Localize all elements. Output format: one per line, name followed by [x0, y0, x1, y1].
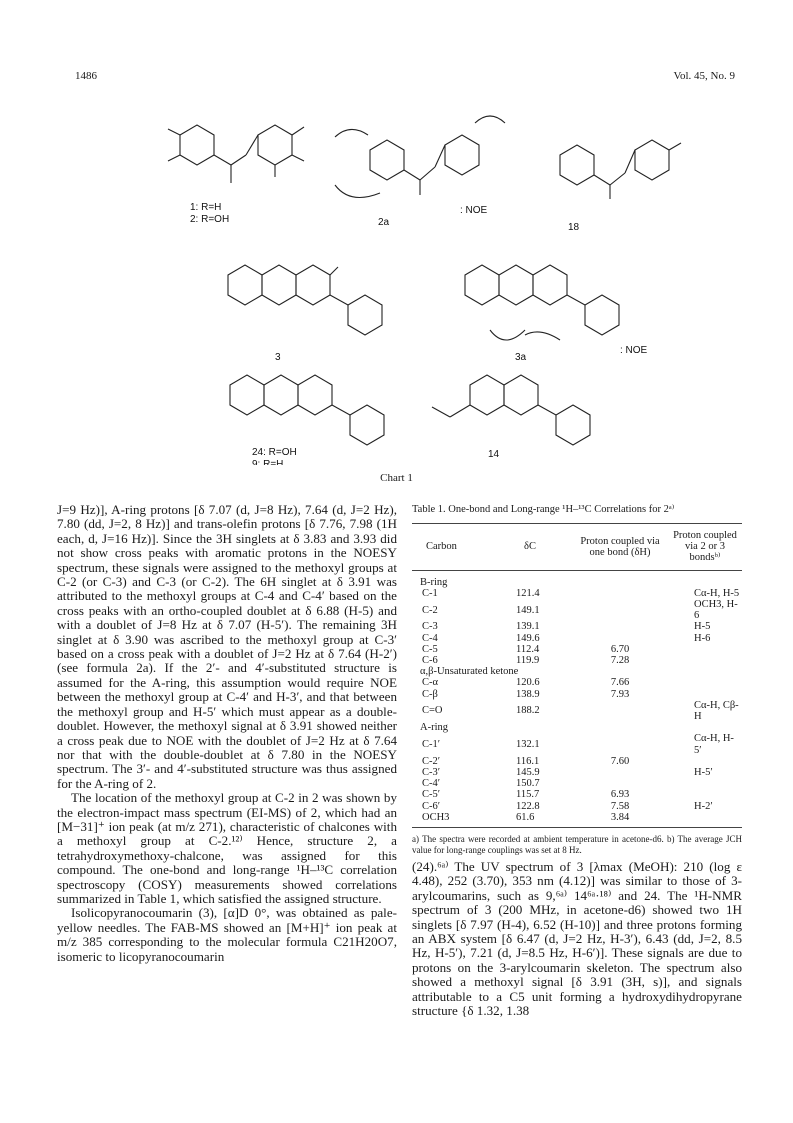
- header-delta-c: δC: [524, 541, 536, 553]
- cell-one-bond: 7.93: [610, 688, 630, 700]
- header-carbon: Carbon: [426, 541, 457, 553]
- cell-long-range: Cα-H, Cβ-H: [694, 699, 739, 723]
- cell-delta-c: 120.6: [516, 677, 540, 689]
- cell-long-range: Cα-H, H-5: [694, 587, 740, 599]
- table-row: [412, 666, 742, 677]
- label-compound-18: 18: [568, 222, 580, 233]
- cell-carbon: C-6: [422, 655, 438, 667]
- table-row: [412, 655, 742, 666]
- page-number: 1486: [75, 70, 97, 82]
- header-one-bond: Proton coupled via one bond (δH): [580, 535, 660, 558]
- table-row: [412, 789, 742, 800]
- cell-carbon: OCH3: [422, 811, 450, 823]
- cell-carbon: C-5′: [422, 789, 441, 801]
- cell-delta-c: 119.9: [516, 655, 540, 667]
- cell-one-bond: 3.84: [610, 811, 630, 823]
- table-row: [412, 812, 742, 828]
- cell-delta-c: 188.2: [516, 705, 540, 717]
- cell-long-range: [668, 812, 742, 828]
- cell-long-range: H-5′: [694, 767, 713, 779]
- cell-carbon: C-6′: [422, 800, 441, 812]
- cell-carbon: C-1: [422, 587, 438, 599]
- table-row: [412, 700, 742, 722]
- structure-2a: [335, 116, 505, 198]
- cell-long-range: [668, 789, 742, 800]
- right-column-table: [412, 503, 742, 856]
- label-compound-2: 2: R=OH: [190, 214, 230, 225]
- table-row: [412, 801, 742, 812]
- cell-one-bond: [572, 599, 668, 621]
- cell-long-range: [668, 644, 742, 655]
- body-paragraph-3: Isolicopyranocoumarin (3), [α]D 0°, was obtained as pale-yellow needles. The FAB-MS showed an [M+H]⁺ ion peak at m/z 385 corresponding to the molecular formula C21H20O7, isomeric to licopyranocoumarin: [57, 905, 397, 964]
- body-paragraph-2: The location of the methoxyl group at C-2 in 2 was shown by the electron-impact mass spectrum (EI-MS) of 2, which had an [M−31]⁺ ion peak (at m/z 271), characteristic of chalcones with a methoxyl group at C-2.¹²⁾ Hence, structure 2, a tetrahydroxymethoxy-chalcone, was assigned for this compound. The one-bond and long-range ¹H–¹³C correlation spectroscopy (COSY) measurements showed correlations summarized in Table 1, which satisfied the assigned structure.: [57, 790, 397, 906]
- cell-delta-c: 61.6: [516, 811, 535, 823]
- cell-long-range: [668, 677, 742, 688]
- cell-one-bond: 7.60: [610, 755, 630, 767]
- cell-carbon: C=O: [422, 705, 443, 717]
- table-row: [412, 677, 742, 688]
- cell-long-range: [668, 778, 742, 789]
- cell-carbon: C-α: [422, 677, 439, 689]
- cell-long-range: H-6: [694, 632, 711, 644]
- cell-carbon: C-β: [422, 688, 438, 700]
- table-row: [412, 767, 742, 778]
- cell-one-bond: 7.28: [610, 655, 630, 667]
- cell-one-bond: [572, 778, 668, 789]
- header-long-range: Proton coupled via 2 or 3 bondsᵇ⁾: [673, 530, 737, 564]
- journal-info: Vol. 45, No. 9: [673, 70, 735, 82]
- label-compound-1: 1: R=H: [190, 202, 222, 213]
- cell-long-range: OCH3, H-6: [694, 599, 738, 622]
- structure-3: [228, 265, 382, 335]
- cell-one-bond: [572, 700, 668, 722]
- table-row: [412, 733, 742, 755]
- table-group-label: B-ring: [420, 576, 448, 588]
- table-row: [412, 778, 742, 789]
- right-column-text: [412, 860, 742, 1018]
- table-body: [412, 570, 742, 827]
- table-row: [412, 599, 742, 621]
- cell-long-range: [668, 655, 742, 666]
- table-title: Table 1. One-bond and Long-range ¹H–¹³C Correlations for 2ᵃ⁾: [412, 504, 675, 515]
- structure-14: [432, 375, 590, 445]
- cell-carbon: C-5: [422, 643, 438, 655]
- cell-delta-c: 116.1: [516, 755, 540, 767]
- cell-one-bond: 6.70: [610, 643, 630, 655]
- structure-9-24: [230, 375, 384, 445]
- chemical-structures-chart: [120, 95, 740, 465]
- table-row: [412, 633, 742, 644]
- cell-carbon: C-4: [422, 632, 438, 644]
- cell-delta-c: 139.1: [516, 621, 540, 633]
- left-column-text: [57, 503, 397, 964]
- cell-delta-c: 122.8: [516, 800, 540, 812]
- cell-delta-c: 121.4: [516, 587, 540, 599]
- cell-one-bond: [572, 767, 668, 778]
- cell-one-bond: [572, 621, 668, 632]
- noe-legend-1: : NOE: [460, 205, 488, 216]
- cell-carbon: C-4′: [422, 778, 441, 790]
- label-compound-9: 9: R=H: [252, 459, 284, 465]
- cell-long-range: [668, 689, 742, 700]
- cell-carbon: C-3′: [422, 767, 441, 779]
- cell-delta-c: 150.7: [516, 778, 540, 790]
- table-group-label: α,β-Unsaturated ketone: [420, 666, 519, 678]
- table-row: [412, 570, 742, 588]
- cell-long-range: Cα-H, H-5′: [694, 733, 734, 756]
- table-row: [412, 644, 742, 655]
- cell-delta-c: 132.1: [516, 739, 540, 751]
- structures-svg: [120, 95, 740, 465]
- cell-carbon: C-2: [422, 604, 438, 616]
- cell-one-bond: 7.66: [610, 677, 630, 689]
- cell-carbon: C-3: [422, 621, 438, 633]
- cell-delta-c: 112.4: [516, 643, 540, 655]
- cell-one-bond: 6.93: [610, 789, 630, 801]
- table-row: [412, 621, 742, 632]
- cell-carbon: C-2′: [422, 755, 441, 767]
- table-row: [412, 722, 742, 733]
- table-row: [412, 689, 742, 700]
- noe-legend-2: : NOE: [620, 345, 648, 356]
- label-compound-3a: 3a: [515, 352, 527, 363]
- body-paragraph-4: (24).⁶ᵃ⁾ The UV spectrum of 3 [λmax (MeOH): 210 (log ε 4.48), 252 (3.70), 353 nm (4.12)] was similar to those of 3-arylcoumarins, such as 9,⁶ᵃ⁾ 14⁶ᵃ·¹⁸⁾ and 24. The ¹H-NMR spectrum of 3 (200 MHz, in acetone-d6) showed two 1H singlets [δ 7.97 (H-4), 6.52 (H-10)] and three protons forming an ABX system [δ 6.47 (d, J=2 Hz, H-3′), 6.43 (dd, J=2, 8.5 Hz, H-5′), 7.21 (d, J=8.5 Hz, H-6′)]. These signals are due to protons on the 3-arylcoumarin skeleton. The spectrum also showed a methoxyl signal [δ 3.91 (3H, s)], and signals attributable to a C5 unit forming a hydroxydihydropyrane structure {δ 1.32, 1.38: [412, 859, 742, 1019]
- cell-long-range: H-2′: [694, 800, 713, 812]
- structure-18: [560, 140, 681, 199]
- cell-delta-c: 115.7: [516, 789, 540, 801]
- cell-one-bond: [572, 588, 668, 599]
- body-paragraph-1: J=9 Hz)], A-ring protons [δ 7.07 (d, J=8 Hz), 7.64 (d, J=2 Hz), 7.80 (dd, J=2, 8 Hz)] and trans-olefin protons [δ 7.76, 7.98 (1H each, d, J=16 Hz)]. Since the 3H singlets at δ 3.83 and 3.93 did not show cross peaks with aromatic protons in the NOESY spectrum, these signals were assigned to the methoxyl groups at C-2 (or C-3) and C-3 (or C-2). The 6H singlet at δ 3.91 was attributed to the methoxyl groups at C-4 and C-4′ based on the cross peaks with an ortho-coupled doublet at δ 6.88 (H-5) and with a doublet of J=8 Hz at δ 7.07 (H-5′). The remaining 3H singlet at δ 3.90 was ascribed to the methoxyl group at C-3′ based on a cross peak with a doublet of J=2 Hz at δ 7.64 (H-2′) (see formula 2a). If the 2′- and 4′-substituted structure is assumed for the A-ring, this assumption would require NOE between the methoxyl group at C-4′ and H-3′, and that between the methoxyl group and H-5′ which must appear as a double-doublet. However, the methoxyl signal at δ 3.91 showed neither a cross peak due to NOE with the doublet of J=2 Hz at δ 7.64 nor that with the double-doublet at δ 7.80 in the NOESY spectrum. The 3′- and 4′-substituted structure was thus assigned for the A-ring of 2.: [57, 502, 397, 791]
- cell-carbon: C-1′: [422, 739, 441, 751]
- label-compound-14: 14: [488, 449, 500, 460]
- cell-long-range: H-5: [694, 621, 711, 633]
- cell-delta-c: 149.6: [516, 632, 540, 644]
- table-row: [412, 588, 742, 599]
- table-header-row: [412, 524, 742, 571]
- label-compound-2a: 2a: [378, 217, 390, 228]
- cell-one-bond: [572, 633, 668, 644]
- label-compound-3: 3: [275, 352, 281, 363]
- table-group-label: A-ring: [420, 722, 448, 734]
- chart-caption: Chart 1: [380, 472, 413, 484]
- cell-delta-c: 138.9: [516, 688, 540, 700]
- structure-3a: [465, 265, 619, 340]
- table-row: [412, 756, 742, 767]
- structure-1-2: [168, 125, 304, 183]
- correlation-table: [412, 523, 742, 828]
- cell-delta-c: 149.1: [516, 604, 540, 616]
- cell-long-range: [668, 756, 742, 767]
- cell-delta-c: 145.9: [516, 767, 540, 779]
- cell-one-bond: 7.58: [610, 800, 630, 812]
- cell-one-bond: [572, 733, 668, 755]
- table-footnote: a) The spectra were recorded at ambient temperature in acetone-d6. b) The average JCH value for long-range couplings was set at 8 Hz.: [412, 834, 742, 856]
- label-compound-24: 24: R=OH: [252, 447, 297, 458]
